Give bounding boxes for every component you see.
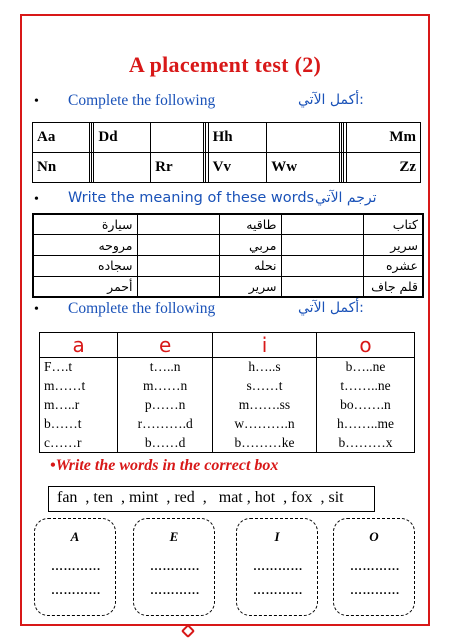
instruction-en: Complete the following bbox=[68, 92, 216, 109]
meaning-answer[interactable] bbox=[281, 276, 363, 297]
meaning-row bbox=[33, 276, 423, 297]
answer-line[interactable]: ………… bbox=[51, 559, 101, 573]
vowel-word[interactable]: bo…….n bbox=[340, 397, 391, 412]
vowel-row bbox=[40, 377, 415, 396]
answer-box-a bbox=[34, 518, 116, 616]
word-bank: fan , ten , mint , red , mat , hot , fox , sit bbox=[48, 486, 375, 512]
letter-blank[interactable] bbox=[267, 123, 339, 153]
meaning-cell: سرير bbox=[219, 276, 281, 297]
vowel-word[interactable]: b………ke bbox=[213, 434, 317, 453]
answer-line[interactable]: ………… bbox=[253, 559, 303, 573]
bullet: • bbox=[34, 302, 39, 317]
vowel-word[interactable]: b………x bbox=[338, 434, 393, 450]
instruction-en: Write the meaning of these words bbox=[68, 190, 315, 206]
answer-box-o bbox=[333, 518, 415, 616]
letter-cell: Nn bbox=[33, 153, 90, 183]
vowel-word[interactable]: b……d bbox=[118, 434, 213, 453]
logo-mark-icon bbox=[181, 624, 195, 638]
vowel-row bbox=[40, 396, 415, 415]
vowel-word[interactable]: c……r bbox=[40, 434, 118, 453]
meaning-answer[interactable] bbox=[137, 214, 219, 235]
box-letter: E bbox=[169, 529, 179, 544]
meaning-row bbox=[33, 214, 423, 235]
publisher-logo bbox=[183, 625, 273, 637]
box-letter: A bbox=[70, 529, 80, 544]
section-meaning bbox=[30, 190, 425, 212]
meaning-cell: نحله bbox=[219, 256, 281, 277]
meaning-cell: سرير bbox=[363, 235, 423, 256]
vowel-header: a bbox=[40, 333, 118, 358]
answer-line[interactable]: ………… bbox=[350, 583, 400, 597]
answer-line[interactable]: ………… bbox=[150, 583, 200, 597]
vowel-word[interactable]: b…..ne bbox=[345, 359, 386, 375]
vowel-word[interactable]: F….t bbox=[40, 358, 118, 377]
meaning-cell: سيارة bbox=[33, 214, 137, 235]
meaning-cell: طاقيه bbox=[219, 214, 281, 235]
instruction-en: Complete the following bbox=[68, 300, 216, 317]
meaning-answer[interactable] bbox=[281, 235, 363, 256]
vowel-word[interactable]: m…….ss bbox=[213, 396, 317, 415]
vowel-word[interactable]: m…..r bbox=[40, 396, 118, 415]
answer-line[interactable]: ………… bbox=[150, 559, 200, 573]
letter-cell: Vv bbox=[208, 153, 267, 183]
vowel-word[interactable]: t……..ne bbox=[340, 378, 391, 393]
bullet: • bbox=[50, 457, 56, 474]
answer-line[interactable]: ………… bbox=[51, 583, 101, 597]
letter-cell: Rr bbox=[151, 153, 204, 183]
answer-box-e bbox=[133, 518, 215, 616]
vowel-word[interactable]: m……n bbox=[118, 377, 213, 396]
vowel-header-row bbox=[40, 333, 415, 358]
vowel-table bbox=[39, 332, 415, 453]
meaning-cell: قلم جاف bbox=[363, 276, 423, 297]
letter-blank[interactable] bbox=[151, 123, 204, 153]
instruction-ar: أكمل الآتي: bbox=[298, 300, 364, 316]
vowel-row bbox=[40, 415, 415, 434]
instruction-en: Write the words in the correct box bbox=[55, 457, 279, 474]
bullet: • bbox=[34, 192, 39, 207]
meaning-cell: عشره bbox=[363, 256, 423, 277]
vowel-word[interactable]: h…..s bbox=[213, 358, 317, 377]
meaning-answer[interactable] bbox=[137, 256, 219, 277]
instruction-ar: ترجم الآتي bbox=[315, 190, 377, 206]
meaning-answer[interactable] bbox=[137, 235, 219, 256]
section-complete-letters bbox=[30, 92, 425, 114]
vowel-word[interactable]: p……n bbox=[118, 396, 213, 415]
meaning-cell: مربي bbox=[219, 235, 281, 256]
meaning-cell: مروحه bbox=[33, 235, 137, 256]
meaning-table bbox=[32, 213, 424, 298]
alphabet-row-1 bbox=[33, 123, 421, 153]
meaning-cell: أحمر bbox=[33, 276, 137, 297]
letter-cell: Mm bbox=[346, 123, 420, 153]
alphabet-row-2 bbox=[33, 153, 421, 183]
meaning-row bbox=[33, 256, 423, 277]
section-write-words-title bbox=[50, 457, 278, 475]
instruction-ar: أكمل الآتي: bbox=[298, 92, 364, 108]
box-letter: I bbox=[274, 529, 280, 544]
vowel-header: e bbox=[118, 333, 213, 358]
meaning-answer[interactable] bbox=[137, 276, 219, 297]
section-complete-vowels bbox=[30, 300, 425, 322]
vowel-word[interactable]: m……t bbox=[40, 377, 118, 396]
letter-cell: Ww bbox=[267, 153, 339, 183]
meaning-answer[interactable] bbox=[281, 256, 363, 277]
answer-box-i bbox=[236, 518, 318, 616]
vowel-word[interactable]: b……t bbox=[40, 415, 118, 434]
vowel-row bbox=[40, 358, 415, 377]
vowel-header: o bbox=[316, 333, 414, 358]
letter-cell: Hh bbox=[208, 123, 267, 153]
bullet: • bbox=[34, 94, 39, 109]
vowel-word[interactable]: w……….n bbox=[213, 415, 317, 434]
vowel-word[interactable]: h……..me bbox=[336, 416, 394, 431]
vowel-word[interactable]: s……t bbox=[213, 377, 317, 396]
letter-cell: Zz bbox=[346, 153, 420, 183]
meaning-cell: كتاب bbox=[363, 214, 423, 235]
meaning-cell: سجاده bbox=[33, 256, 137, 277]
alphabet-table bbox=[32, 122, 421, 183]
box-letter: O bbox=[369, 529, 379, 544]
vowel-word[interactable]: r……….d bbox=[118, 415, 213, 434]
page-title: A placement test (2) bbox=[128, 52, 322, 77]
meaning-row bbox=[33, 235, 423, 256]
letter-blank[interactable] bbox=[94, 153, 151, 183]
letter-cell: Dd bbox=[94, 123, 151, 153]
vowel-row bbox=[40, 434, 415, 453]
vowel-header: i bbox=[213, 333, 317, 358]
letter-cell: Aa bbox=[33, 123, 90, 153]
vowel-word[interactable]: t…..n bbox=[118, 358, 213, 377]
answer-line[interactable]: ………… bbox=[253, 583, 303, 597]
meaning-answer[interactable] bbox=[281, 214, 363, 235]
answer-line[interactable]: ………… bbox=[350, 559, 400, 573]
